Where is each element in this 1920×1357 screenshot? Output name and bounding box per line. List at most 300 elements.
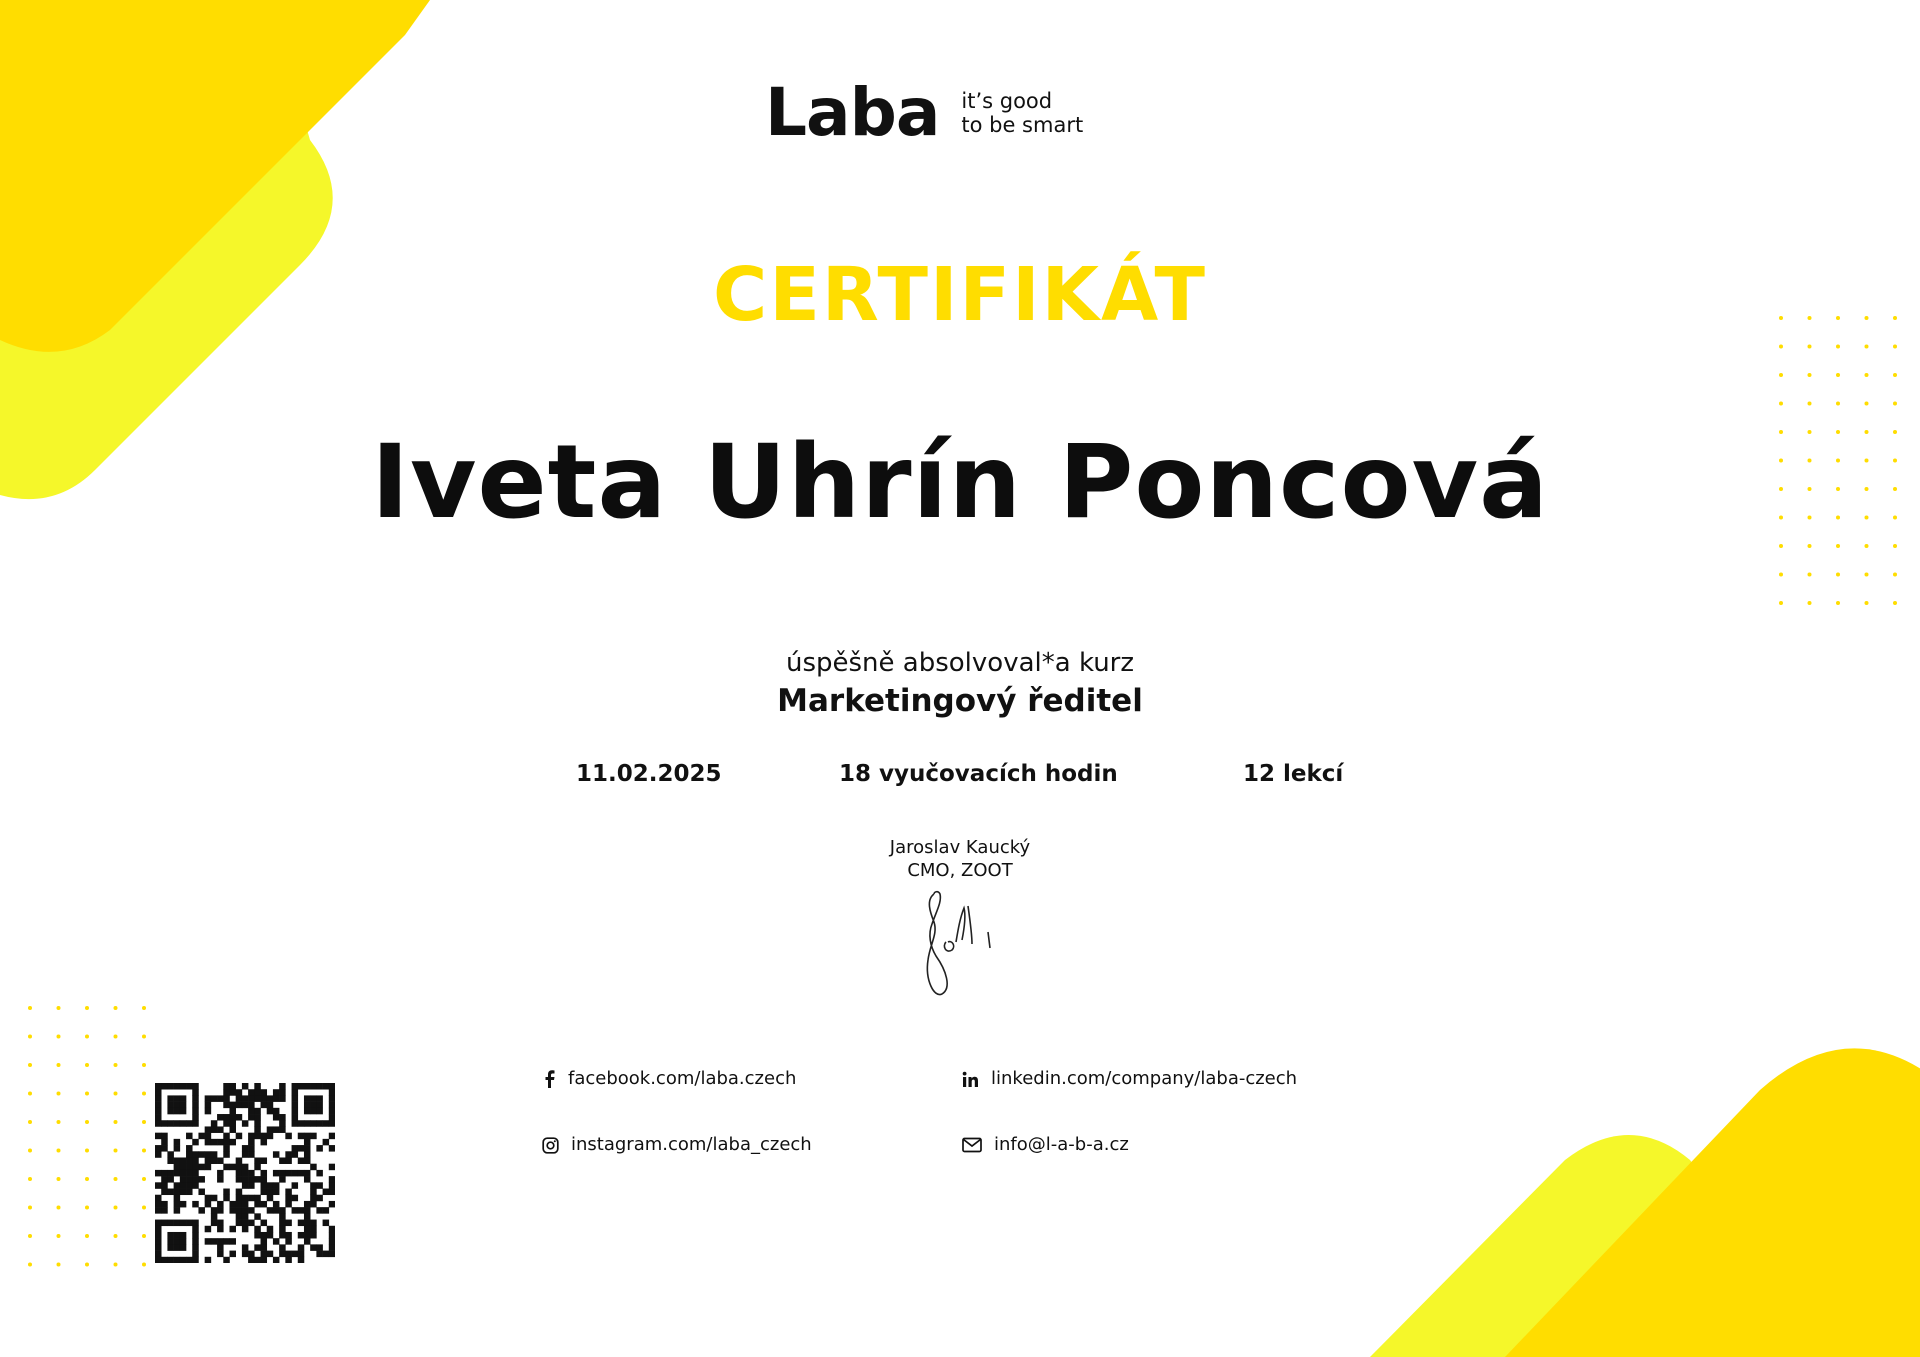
- qr-cell: [316, 1145, 323, 1152]
- qr-cell: [261, 1201, 268, 1208]
- decor-dot: [114, 1149, 118, 1153]
- qr-cell: [248, 1257, 255, 1263]
- qr-cell: [298, 1251, 305, 1258]
- qr-cell: [298, 1120, 305, 1127]
- qr-cell: [261, 1189, 268, 1196]
- qr-cell: [279, 1207, 286, 1214]
- qr-cell: [192, 1095, 199, 1102]
- qr-cell: [304, 1157, 311, 1164]
- qr-cell: [155, 1251, 162, 1258]
- qr-cell: [192, 1226, 199, 1233]
- qr-cell: [261, 1139, 268, 1146]
- qr-cell: [186, 1145, 193, 1152]
- qr-cell: [155, 1182, 162, 1189]
- qr-cell: [180, 1083, 187, 1090]
- qr-cell: [192, 1151, 199, 1158]
- qr-cell: [186, 1120, 193, 1127]
- qr-cell: [254, 1244, 261, 1251]
- decor-dot: [1808, 345, 1812, 349]
- qr-cell: [304, 1108, 311, 1115]
- qr-cell: [316, 1102, 323, 1109]
- qr-cell: [261, 1220, 268, 1227]
- decor-dot: [85, 1234, 89, 1238]
- qr-cell: [304, 1238, 311, 1245]
- qr-cell: [192, 1238, 199, 1245]
- qr-cell: [267, 1095, 274, 1102]
- qr-cell: [298, 1244, 305, 1251]
- decor-dot: [57, 1120, 61, 1124]
- qr-cell: [223, 1189, 230, 1196]
- qr-cell: [267, 1207, 274, 1214]
- qr-cell: [223, 1114, 230, 1121]
- instagram-link[interactable]: [542, 1136, 812, 1154]
- qr-cell: [155, 1108, 162, 1115]
- qr-cell: [229, 1120, 236, 1127]
- qr-cell: [205, 1095, 212, 1102]
- qr-cell: [261, 1095, 268, 1102]
- qr-cell: [236, 1176, 243, 1183]
- qr-cell: [248, 1102, 255, 1109]
- qr-cell: [254, 1176, 261, 1183]
- qr-cell: [192, 1120, 199, 1127]
- qr-cell: [304, 1226, 311, 1233]
- qr-cell: [229, 1114, 236, 1121]
- qr-cell: [298, 1257, 305, 1263]
- qr-cell: [229, 1226, 236, 1233]
- qr-cell: [211, 1139, 218, 1146]
- qr-cell: [279, 1095, 286, 1102]
- decor-dot: [1779, 402, 1783, 406]
- qr-cell: [161, 1220, 168, 1227]
- qr-cell: [279, 1126, 286, 1133]
- qr-cell: [298, 1083, 305, 1090]
- qr-cell: [310, 1083, 317, 1090]
- qr-cell: [267, 1102, 274, 1109]
- qr-cell: [192, 1257, 199, 1263]
- qr-cell: [242, 1176, 249, 1183]
- qr-cell: [310, 1164, 317, 1171]
- qr-cell: [174, 1120, 181, 1127]
- qr-cell: [192, 1157, 199, 1164]
- qr-cell: [167, 1257, 174, 1263]
- qr-cell: [254, 1195, 261, 1202]
- qr-cell: [229, 1238, 236, 1245]
- qr-cell: [242, 1151, 249, 1158]
- qr-cell: [310, 1189, 317, 1196]
- qr-cell: [254, 1201, 261, 1208]
- facebook-icon: [542, 1070, 556, 1088]
- qr-cell: [180, 1170, 187, 1177]
- qr-cell: [174, 1244, 181, 1251]
- qr-cell: [192, 1251, 199, 1258]
- qr-cell: [242, 1170, 249, 1177]
- qr-cell: [186, 1189, 193, 1196]
- course-hours: 18 vyučovacích hodin: [839, 761, 1118, 787]
- qr-cell: [217, 1139, 224, 1146]
- qr-cell: [292, 1182, 299, 1189]
- qr-cell: [285, 1238, 292, 1245]
- qr-cell: [223, 1145, 230, 1152]
- qr-cell: [292, 1170, 299, 1177]
- qr-cell: [242, 1120, 249, 1127]
- qr-cell: [180, 1176, 187, 1183]
- qr-cell: [155, 1238, 162, 1245]
- qr-cell: [273, 1182, 280, 1189]
- qr-cell: [174, 1189, 181, 1196]
- qr-cell: [248, 1176, 255, 1183]
- decor-dot: [85, 1149, 89, 1153]
- qr-cell: [279, 1114, 286, 1121]
- qr-cell: [304, 1220, 311, 1227]
- qr-cell: [298, 1157, 305, 1164]
- qr-cell: [192, 1164, 199, 1171]
- qr-cell: [279, 1232, 286, 1239]
- qr-cell: [323, 1120, 330, 1127]
- qr-cell: [180, 1257, 187, 1263]
- qr-cell: [167, 1120, 174, 1127]
- qr-cell: [180, 1095, 187, 1102]
- qr-cell: [236, 1195, 243, 1202]
- qr-cell: [254, 1083, 261, 1090]
- qr-cell: [304, 1083, 311, 1090]
- decor-dot: [1865, 345, 1869, 349]
- linkedin-link[interactable]: [962, 1070, 1297, 1088]
- course-name: Marketingový ředitel: [777, 683, 1143, 719]
- qr-cell: [298, 1207, 305, 1214]
- qr-cell: [223, 1089, 230, 1096]
- qr-cell: [310, 1102, 317, 1109]
- qr-cell: [248, 1114, 255, 1121]
- qr-cell: [192, 1108, 199, 1115]
- qr-cell: [211, 1120, 218, 1127]
- qr-cell: [310, 1133, 317, 1140]
- qr-cell: [180, 1102, 187, 1109]
- decor-dot: [142, 1206, 146, 1210]
- qr-cell: [323, 1189, 330, 1196]
- facebook-text: facebook.com/laba.czech: [568, 1068, 797, 1089]
- decor-dot: [85, 1063, 89, 1067]
- decor-dot: [28, 1206, 32, 1210]
- qr-cell: [174, 1182, 181, 1189]
- qr-cell: [323, 1139, 330, 1146]
- qr-cell: [304, 1095, 311, 1102]
- completion-text: úspěšně absolvoval*a kurz: [785, 648, 1135, 678]
- qr-cell: [329, 1133, 335, 1140]
- qr-cell: [205, 1238, 212, 1245]
- qr-cell: [205, 1226, 212, 1233]
- qr-cell: [267, 1189, 274, 1196]
- qr-cell: [310, 1120, 317, 1127]
- qr-cell: [174, 1195, 181, 1202]
- qr-cell: [180, 1232, 187, 1239]
- qr-cell: [248, 1139, 255, 1146]
- decor-dot: [28, 1120, 32, 1124]
- decor-dot: [1893, 601, 1897, 605]
- qr-cell: [155, 1133, 162, 1140]
- qr-cell: [174, 1220, 181, 1227]
- qr-cell: [217, 1244, 224, 1251]
- qr-cell: [267, 1251, 274, 1258]
- qr-cell: [292, 1102, 299, 1109]
- decor-dot: [1865, 402, 1869, 406]
- qr-cell: [217, 1157, 224, 1164]
- qr-cell: [304, 1151, 311, 1158]
- email-link[interactable]: [962, 1136, 1129, 1154]
- qr-cell: [267, 1126, 274, 1133]
- qr-cell: [192, 1170, 199, 1177]
- qr-cell: [205, 1151, 212, 1158]
- qr-cell: [273, 1170, 280, 1177]
- decor-dot: [1808, 601, 1812, 605]
- qr-cell: [329, 1238, 335, 1245]
- qr-cell: [211, 1195, 218, 1202]
- qr-cell: [211, 1157, 218, 1164]
- qr-cell: [161, 1176, 168, 1183]
- qr-cell: [292, 1120, 299, 1127]
- qr-cell: [155, 1220, 162, 1227]
- decor-dot: [1779, 544, 1783, 548]
- qr-cell: [329, 1083, 335, 1090]
- qr-cell: [261, 1176, 268, 1183]
- decor-dot: [1836, 402, 1840, 406]
- instagram-icon: [542, 1137, 559, 1154]
- decor-dot: [1836, 544, 1840, 548]
- qr-cell: [167, 1232, 174, 1239]
- decor-dot: [114, 1177, 118, 1181]
- decor-dot: [28, 1234, 32, 1238]
- decor-dot: [28, 1263, 32, 1267]
- qr-cell: [211, 1207, 218, 1214]
- qr-cell: [248, 1095, 255, 1102]
- course-lessons: 12 lekcí: [1243, 761, 1344, 787]
- qr-cell: [161, 1120, 168, 1127]
- qr-cell: [285, 1189, 292, 1196]
- signer-role: CMO, ZOOT: [907, 860, 1013, 881]
- qr-cell: [155, 1244, 162, 1251]
- qr-cell: [329, 1201, 335, 1208]
- decor-dot: [57, 1206, 61, 1210]
- qr-cell: [155, 1095, 162, 1102]
- linkedin-icon: [962, 1071, 979, 1088]
- qr-cell: [205, 1133, 212, 1140]
- decor-dot: [114, 1120, 118, 1124]
- qr-cell: [161, 1182, 168, 1189]
- decor-dot: [85, 1206, 89, 1210]
- qr-cell: [310, 1232, 317, 1239]
- decor-dot: [1865, 601, 1869, 605]
- qr-cell: [192, 1114, 199, 1121]
- qr-cell: [329, 1232, 335, 1239]
- qr-cell: [180, 1108, 187, 1115]
- decor-dot: [28, 1006, 32, 1010]
- qr-cell: [292, 1207, 299, 1214]
- qr-cell: [217, 1176, 224, 1183]
- decor-dot: [114, 1263, 118, 1267]
- qr-cell: [205, 1102, 212, 1109]
- qr-cell: [236, 1170, 243, 1177]
- qr-cell: [304, 1120, 311, 1127]
- qr-cell: [198, 1176, 205, 1183]
- decor-dot: [57, 1149, 61, 1153]
- qr-cell: [273, 1108, 280, 1115]
- decor-dot: [1779, 601, 1783, 605]
- qr-cell: [155, 1207, 162, 1214]
- qr-cell: [323, 1083, 330, 1090]
- qr-cell: [304, 1102, 311, 1109]
- qr-cell: [186, 1170, 193, 1177]
- qr-cell: [304, 1176, 311, 1183]
- qr-cell: [285, 1195, 292, 1202]
- qr-cell: [316, 1083, 323, 1090]
- qr-cell: [192, 1102, 199, 1109]
- decor-dot: [85, 1177, 89, 1181]
- qr-cell: [161, 1133, 168, 1140]
- qr-cell: [211, 1095, 218, 1102]
- qr-cell: [254, 1213, 261, 1220]
- qr-cell: [248, 1251, 255, 1258]
- qr-cell: [174, 1238, 181, 1245]
- decor-dot: [142, 1120, 146, 1124]
- decor-dot: [1865, 373, 1869, 377]
- signer-name: Jaroslav Kaucký: [889, 837, 1031, 858]
- qr-cell: [236, 1157, 243, 1164]
- decor-dot: [142, 1149, 146, 1153]
- decor-dot: [85, 1092, 89, 1096]
- qr-cell: [279, 1176, 286, 1183]
- qr-cell: [180, 1120, 187, 1127]
- qr-cell: [279, 1213, 286, 1220]
- qr-cell: [261, 1257, 268, 1263]
- qr-cell: [180, 1157, 187, 1164]
- qr-cell: [155, 1102, 162, 1109]
- qr-cell: [229, 1164, 236, 1171]
- decor-dot: [114, 1206, 118, 1210]
- qr-cell: [174, 1164, 181, 1171]
- qr-cell: [155, 1226, 162, 1233]
- qr-cell: [155, 1120, 162, 1127]
- qr-cell: [248, 1207, 255, 1214]
- qr-cell: [174, 1232, 181, 1239]
- qr-cell: [316, 1095, 323, 1102]
- qr-cell: [174, 1083, 181, 1090]
- qr-cell: [254, 1108, 261, 1115]
- qr-cell: [316, 1170, 323, 1177]
- qr-cell: [329, 1189, 335, 1196]
- brand-tagline: [961, 89, 1083, 137]
- qr-cell: [261, 1244, 268, 1251]
- qr-cell: [223, 1133, 230, 1140]
- qr-cell: [186, 1182, 193, 1189]
- decor-dot: [1836, 601, 1840, 605]
- qr-cell: [316, 1244, 323, 1251]
- qr-cell: [273, 1201, 280, 1208]
- qr-cell: [161, 1170, 168, 1177]
- decor-dot: [28, 1149, 32, 1153]
- decor-dot: [28, 1063, 32, 1067]
- qr-cell: [205, 1108, 212, 1115]
- qr-cell: [310, 1195, 317, 1202]
- qr-cell: [155, 1257, 162, 1263]
- qr-cell: [310, 1226, 317, 1233]
- qr-code[interactable]: [155, 1083, 335, 1263]
- qr-cell: [236, 1133, 243, 1140]
- qr-cell: [329, 1182, 335, 1189]
- certificate-title: CERTIFIKÁT: [713, 252, 1207, 338]
- decor-dot: [57, 1234, 61, 1238]
- qr-cell: [167, 1220, 174, 1227]
- decor-dot: [1893, 345, 1897, 349]
- decor-dot: [114, 1035, 118, 1039]
- qr-cell: [298, 1232, 305, 1239]
- qr-cell: [161, 1083, 168, 1090]
- decor-dot: [1865, 573, 1869, 577]
- qr-cell: [329, 1102, 335, 1109]
- qr-cell: [267, 1182, 274, 1189]
- qr-cell: [161, 1257, 168, 1263]
- qr-cell: [217, 1114, 224, 1121]
- qr-cell: [236, 1213, 243, 1220]
- qr-cell: [167, 1102, 174, 1109]
- qr-cell: [254, 1164, 261, 1171]
- qr-cell: [167, 1176, 174, 1183]
- qr-cell: [211, 1213, 218, 1220]
- facebook-link[interactable]: [542, 1070, 796, 1088]
- qr-cell: [192, 1139, 199, 1146]
- decor-dot: [114, 1006, 118, 1010]
- qr-cell: [242, 1095, 249, 1102]
- qr-cell: [279, 1220, 286, 1227]
- qr-cell: [211, 1220, 218, 1227]
- qr-cell: [167, 1244, 174, 1251]
- qr-cell: [310, 1201, 317, 1208]
- decor-dot: [142, 1063, 146, 1067]
- qr-cell: [242, 1083, 249, 1090]
- qr-cell: [248, 1089, 255, 1096]
- qr-cell: [323, 1207, 330, 1214]
- qr-cell: [329, 1114, 335, 1121]
- qr-cell: [186, 1257, 193, 1263]
- decor-dot: [1865, 544, 1869, 548]
- qr-cell: [174, 1095, 181, 1102]
- qr-cell: [310, 1182, 317, 1189]
- qr-cell: [267, 1133, 274, 1140]
- decor-dot: [1836, 573, 1840, 577]
- qr-cell: [261, 1133, 268, 1140]
- qr-cell: [192, 1176, 199, 1183]
- qr-cell: [180, 1238, 187, 1245]
- decor-dot: [1808, 402, 1812, 406]
- qr-cell: [217, 1207, 224, 1214]
- qr-cell: [174, 1207, 181, 1214]
- brand-name: Laba: [765, 74, 940, 151]
- qr-cell: [304, 1133, 311, 1140]
- qr-cell: [223, 1257, 230, 1263]
- qr-cell: [254, 1257, 261, 1263]
- qr-cell: [155, 1083, 162, 1090]
- qr-cell: [186, 1176, 193, 1183]
- qr-cell: [242, 1207, 249, 1214]
- qr-cell: [329, 1176, 335, 1183]
- qr-cell: [273, 1089, 280, 1096]
- qr-cell: [223, 1120, 230, 1127]
- decor-dot: [57, 1263, 61, 1267]
- decor-dot: [142, 1234, 146, 1238]
- qr-cell: [279, 1226, 286, 1233]
- qr-cell: [329, 1244, 335, 1251]
- qr-cell: [316, 1207, 323, 1214]
- qr-cell: [161, 1139, 168, 1146]
- decor-dot: [114, 1063, 118, 1067]
